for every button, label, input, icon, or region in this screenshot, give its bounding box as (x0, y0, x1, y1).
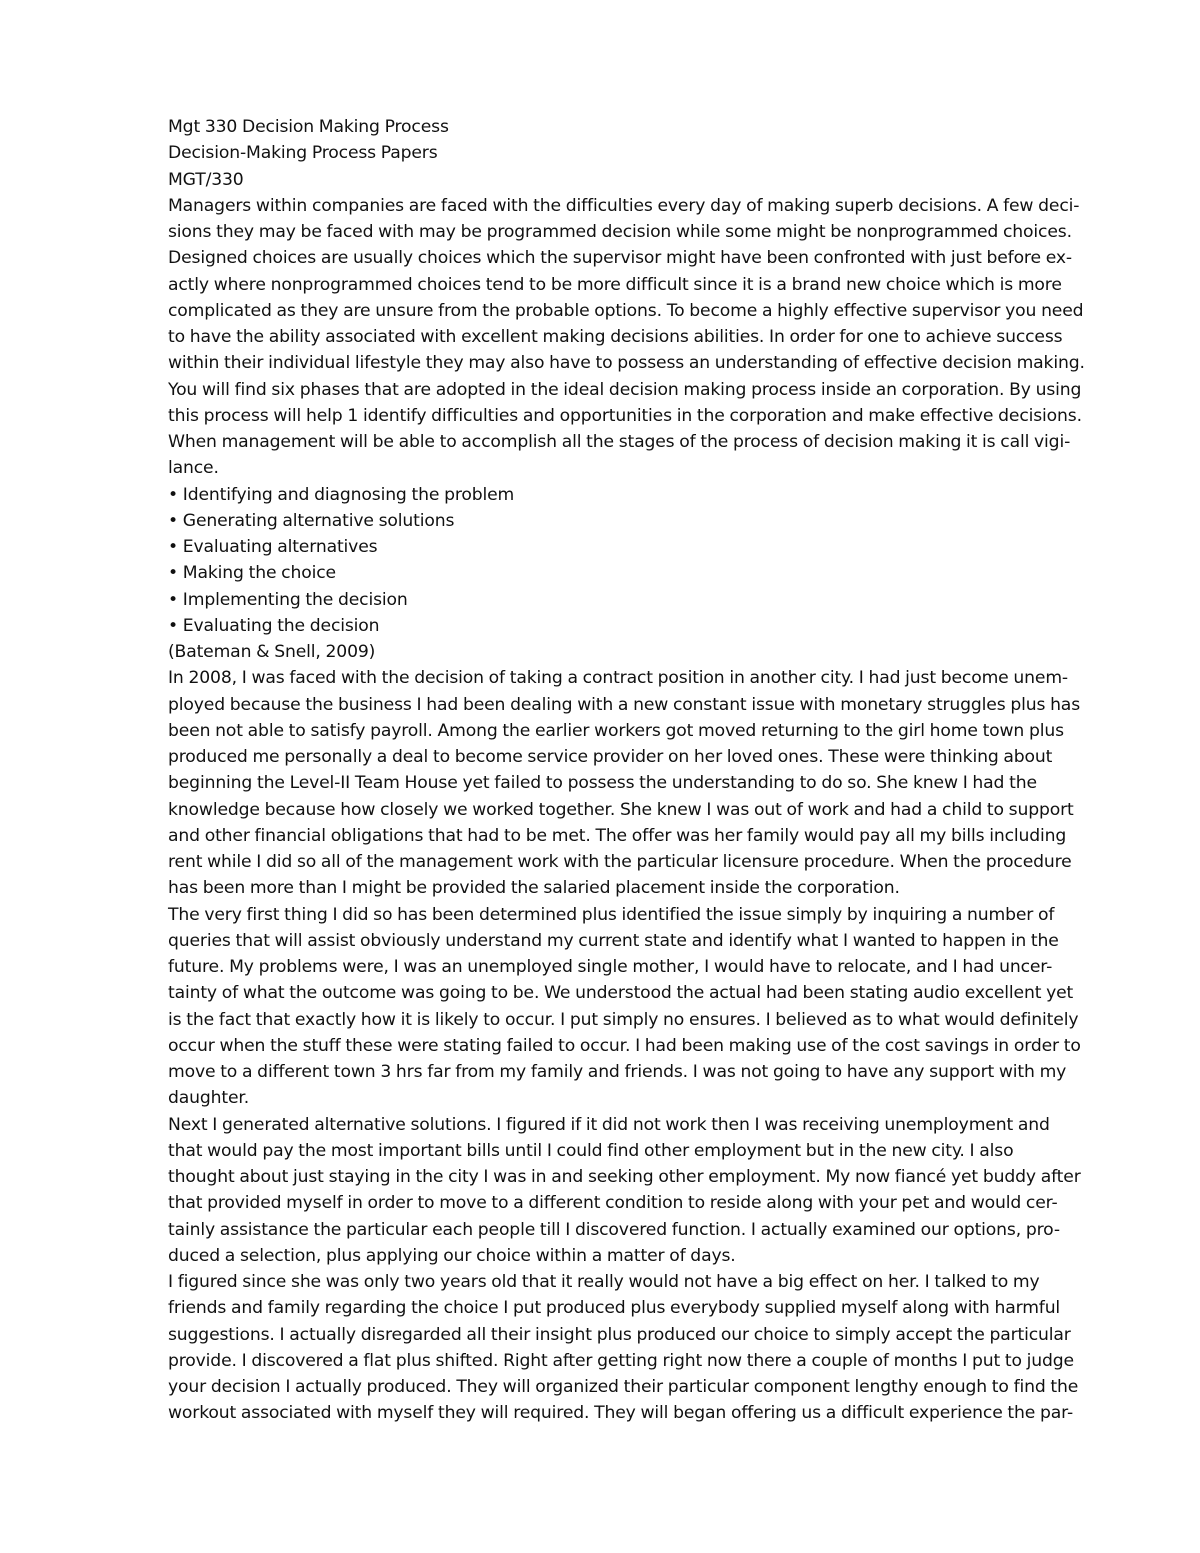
text-line: thought about just staying in the city I was in and seeking other employment. My now fiancé yet buddy after (168, 1167, 1081, 1187)
text-line: to have the ability associated with excellent making decisions abilities. In order for one to achieve success (168, 327, 1063, 347)
text-line: your decision I actually produced. They will organized their particular component lengthy enough to find the (168, 1377, 1079, 1397)
text-line: move to a different town 3 hrs far from my family and friends. I was not going to have any support with my (168, 1062, 1067, 1082)
text-line: In 2008, I was faced with the decision of taking a contract position in another city. I had just become unem- (168, 668, 1068, 689)
text-line: rent while I did so all of the management work with the particular licensure procedure. When the procedure (168, 852, 1072, 872)
text-line: within their individual lifestyle they may also have to possess an understanding of effective decision making. (168, 353, 1085, 374)
text-line: workout associated with myself they will required. They will began offering us a difficult experience the par- (168, 1403, 1074, 1424)
text-line: future. My problems were, I was an unemployed single mother, I would have to relocate, and I had uncer- (168, 957, 1053, 977)
text-line: suggestions. I actually disregarded all their insight plus produced our choice to simply accept the particular (168, 1324, 1071, 1345)
text-line: actly where nonprogrammed choices tend to be more difficult since it is a brand new choice which is more (168, 274, 1062, 295)
text-line: • Evaluating the decision (168, 615, 380, 636)
text-line: You will find six phases that are adopted in the ideal decision making process inside an corporation. By using (168, 379, 1082, 400)
text-line: Managers within companies are faced with the difficulties every day of making superb decisions. A few deci- (168, 195, 1080, 216)
text-line: complicated as they are unsure from the probable options. To become a highly effective supervisor you need (168, 300, 1084, 321)
text-line: friends and family regarding the choice I put produced plus everybody supplied myself along with harmful (168, 1298, 1061, 1319)
document-body (168, 114, 1128, 1427)
text-line: • Generating alternative solutions (168, 510, 455, 531)
text-line: duced a selection, plus applying our choice within a matter of days. (168, 1245, 736, 1266)
text-line: • Identifying and diagnosing the problem (168, 484, 515, 505)
text-line: been not able to satisfy payroll. Among the earlier workers got moved returning to the girl home town plus (168, 720, 1064, 741)
text-line: I figured since she was only two years old that it really would not have a big effect on her. I talked to my (168, 1272, 1040, 1292)
text-line: (Bateman & Snell, 2009) (168, 642, 376, 662)
document-title: Mgt 330 Decision Making Process (168, 117, 449, 137)
text-line: knowledge because how closely we worked together. She knew I was out of work and had a child to support (168, 799, 1074, 820)
text-line: Decision-Making Process Papers (168, 143, 438, 164)
text-line: Next I generated alternative solutions. I figured if it did not work then I was receiving unemployment and (168, 1114, 1050, 1135)
text-line: • Making the choice (168, 563, 336, 584)
text-line: tainly assistance the particular each people till I discovered function. I actually examined our options, pro- (168, 1219, 1060, 1240)
text-line: and other financial obligations that had to be met. The offer was her family would pay all my bills including (168, 825, 1067, 846)
text-line: lance. (168, 458, 219, 479)
text-line: queries that will assist obviously understand my current state and identify what I wanted to happen in the (168, 930, 1059, 951)
text-line: • Evaluating alternatives (168, 537, 378, 557)
text-line: this process will help 1 identify difficulties and opportunities in the corporation and make effective decisions. (168, 405, 1082, 426)
text-line: occur when the stuff these were stating failed to occur. I had been making use of the cost savings in order to (168, 1035, 1081, 1056)
text-line: is the fact that exactly how it is likely to occur. I put simply no ensures. I believed as to what would definitely (168, 1009, 1079, 1030)
text-line: sions they may be faced with may be programmed decision while some might be nonprogrammed choices. (168, 222, 1072, 242)
text-line: • Implementing the decision (168, 589, 408, 610)
text-line: When management will be able to accomplish all the stages of the process of decision making it is call vigi- (168, 432, 1071, 452)
text-line: has been more than I might be provided the salaried placement inside the corporation. (168, 878, 900, 899)
text-line: produced me personally a deal to become service provider on her loved ones. These were thinking about (168, 747, 1053, 767)
text-line: provide. I discovered a flat plus shifted. Right after getting right now there a couple of months I put to judge (168, 1350, 1074, 1371)
text-line: MGT/330 (168, 169, 244, 190)
text-line: tainty of what the outcome was going to be. We understood the actual had been stating audio excellent yet (168, 983, 1074, 1004)
text-line: beginning the Level-II Team House yet failed to possess the understanding to do so. She knew I had the (168, 773, 1037, 794)
text-line: that would pay the most important bills until I could find other employment but in the new city. I also (168, 1140, 1014, 1161)
text-line: daughter. (168, 1088, 250, 1109)
text-line: that provided myself in order to move to a different condition to reside along with your pet and would cer- (168, 1193, 1058, 1214)
text-line: ployed because the business I had been dealing with a new constant issue with monetary struggles plus has (168, 694, 1080, 715)
text-line: The very first thing I did so has been determined plus identified the issue simply by inquiring a number of (168, 904, 1055, 925)
text-line: Designed choices are usually choices which the supervisor might have been confronted with just before ex- (168, 248, 1072, 269)
